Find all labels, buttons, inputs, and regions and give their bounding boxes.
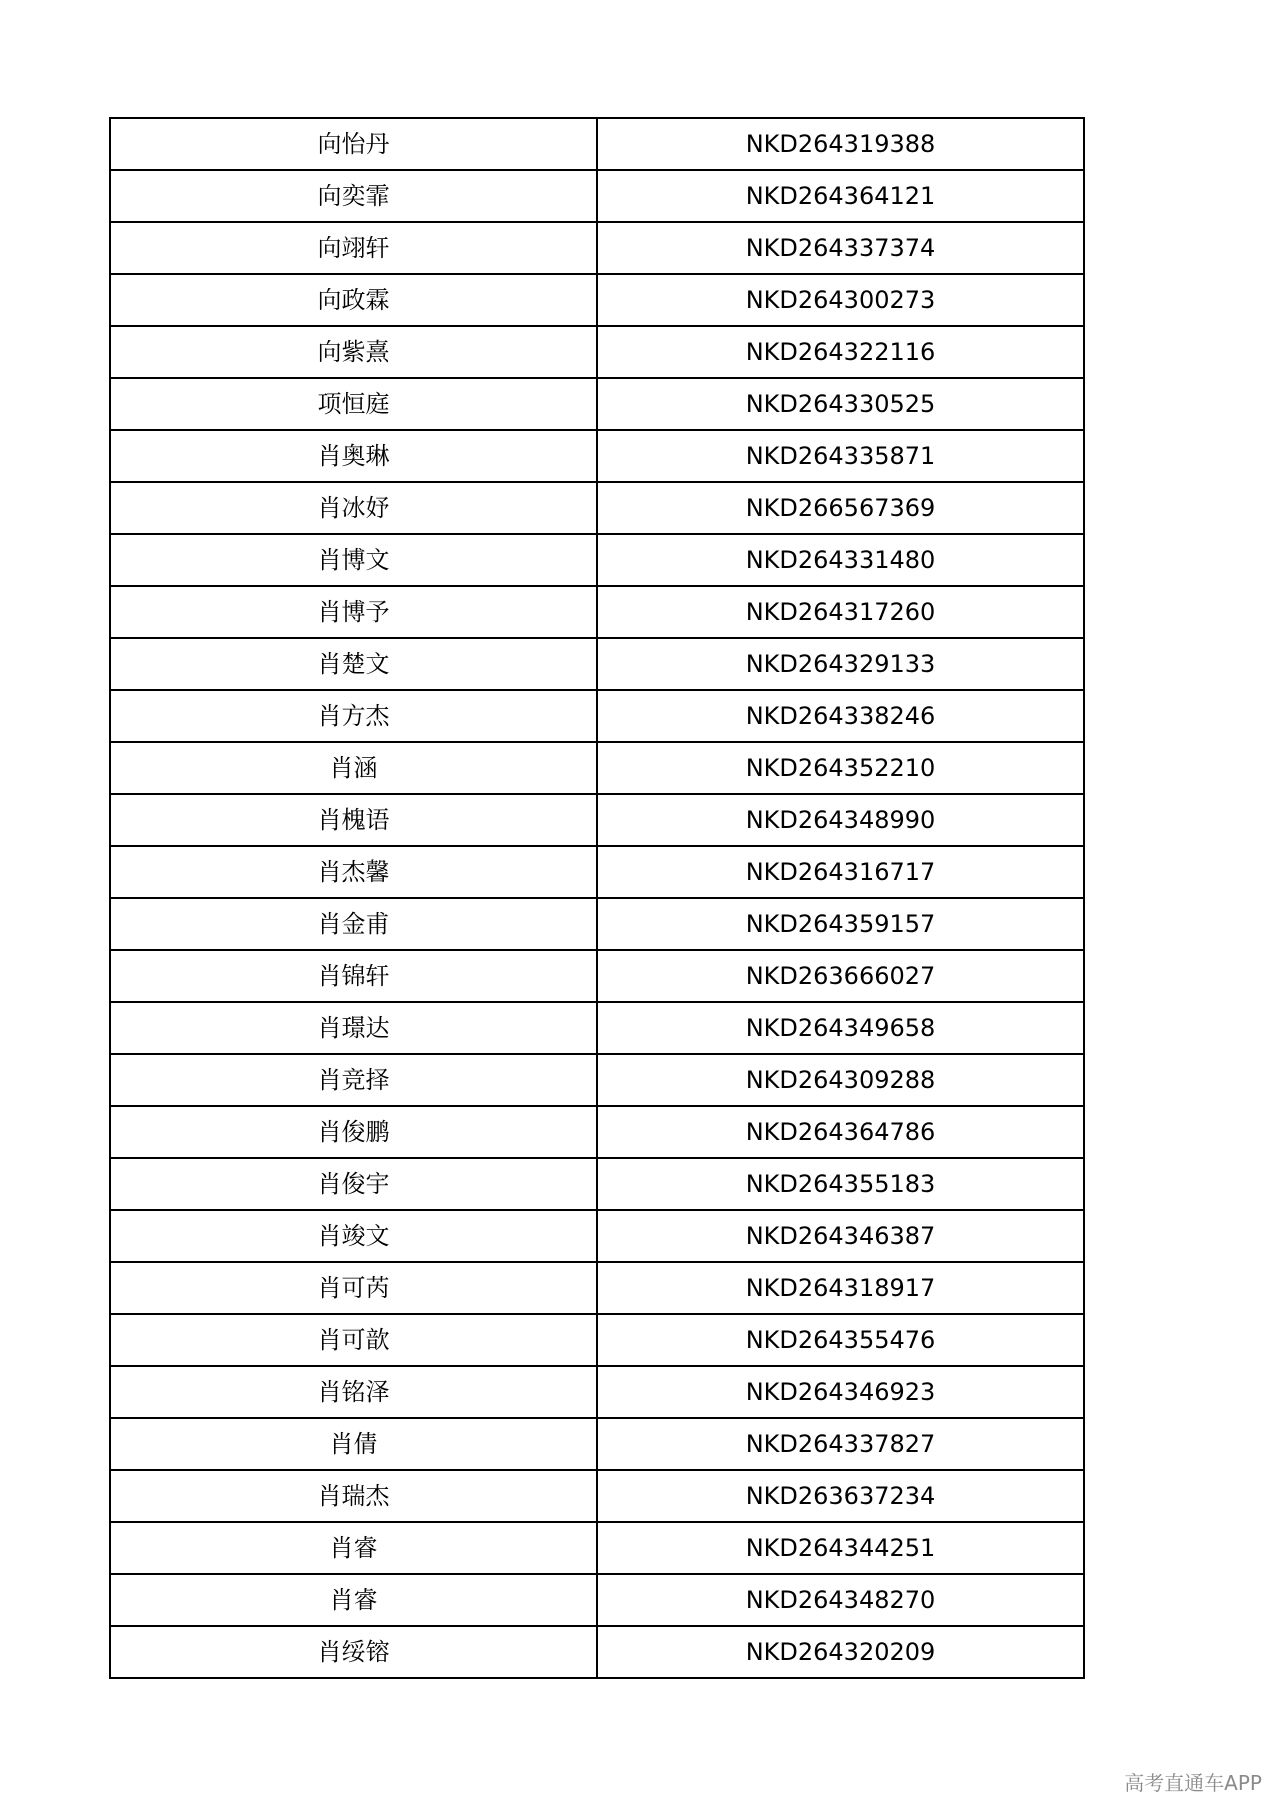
id-cell: NKD264364786	[597, 1106, 1084, 1158]
watermark-text: 高考直通车APP	[1124, 1771, 1262, 1795]
id-cell: NKD264355183	[597, 1158, 1084, 1210]
name-cell: 肖可歆	[110, 1314, 597, 1366]
id-cell: NKD264335871	[597, 430, 1084, 482]
id-cell: NKD264349658	[597, 1002, 1084, 1054]
table-row	[110, 690, 1084, 742]
table-row	[110, 1418, 1084, 1470]
id-cell: NKD264300273	[597, 274, 1084, 326]
table-row	[110, 586, 1084, 638]
id-cell: NKD264346923	[597, 1366, 1084, 1418]
roster-table-body	[110, 118, 1084, 1678]
id-cell: NKD264317260	[597, 586, 1084, 638]
name-cell: 肖睿	[110, 1574, 597, 1626]
table-row	[110, 1314, 1084, 1366]
id-cell: NKD264337827	[597, 1418, 1084, 1470]
table-row	[110, 846, 1084, 898]
name-cell: 肖涵	[110, 742, 597, 794]
id-cell: NKD264352210	[597, 742, 1084, 794]
table-row	[110, 118, 1084, 170]
table-row	[110, 1470, 1084, 1522]
name-cell: 肖博文	[110, 534, 597, 586]
table-row	[110, 534, 1084, 586]
name-cell: 肖俊宇	[110, 1158, 597, 1210]
id-cell: NKD264348270	[597, 1574, 1084, 1626]
id-cell: NKD264320209	[597, 1626, 1084, 1678]
id-cell: NKD264364121	[597, 170, 1084, 222]
name-cell: 肖璟达	[110, 1002, 597, 1054]
table-row	[110, 794, 1084, 846]
table-row	[110, 222, 1084, 274]
table-row	[110, 430, 1084, 482]
id-cell: NKD264331480	[597, 534, 1084, 586]
name-cell: 肖冰妤	[110, 482, 597, 534]
table-row	[110, 170, 1084, 222]
table-row	[110, 1210, 1084, 1262]
table-row	[110, 326, 1084, 378]
id-cell: NKD264355476	[597, 1314, 1084, 1366]
name-cell: 肖倩	[110, 1418, 597, 1470]
table-row	[110, 482, 1084, 534]
table-row	[110, 1262, 1084, 1314]
id-cell: NKD264346387	[597, 1210, 1084, 1262]
name-cell: 肖竞择	[110, 1054, 597, 1106]
table-row	[110, 1366, 1084, 1418]
id-cell: NKD264318917	[597, 1262, 1084, 1314]
id-cell: NKD264338246	[597, 690, 1084, 742]
id-cell: NKD264344251	[597, 1522, 1084, 1574]
table-row	[110, 898, 1084, 950]
name-cell: 肖瑞杰	[110, 1470, 597, 1522]
name-cell: 肖金甫	[110, 898, 597, 950]
name-cell: 肖睿	[110, 1522, 597, 1574]
name-cell: 项恒庭	[110, 378, 597, 430]
name-cell: 向紫熹	[110, 326, 597, 378]
name-cell: 肖楚文	[110, 638, 597, 690]
name-cell: 向政霖	[110, 274, 597, 326]
table-row	[110, 1574, 1084, 1626]
name-cell: 向奕霏	[110, 170, 597, 222]
name-cell: 肖槐语	[110, 794, 597, 846]
id-cell: NKD264359157	[597, 898, 1084, 950]
id-cell: NKD264329133	[597, 638, 1084, 690]
id-cell: NKD264309288	[597, 1054, 1084, 1106]
id-cell: NKD264319388	[597, 118, 1084, 170]
id-cell: NKD264322116	[597, 326, 1084, 378]
name-cell: 肖竣文	[110, 1210, 597, 1262]
name-cell: 肖俊鹏	[110, 1106, 597, 1158]
table-row	[110, 1158, 1084, 1210]
id-cell: NKD264337374	[597, 222, 1084, 274]
name-cell: 肖奥琳	[110, 430, 597, 482]
id-cell: NKD264316717	[597, 846, 1084, 898]
name-cell: 肖方杰	[110, 690, 597, 742]
table-row	[110, 1106, 1084, 1158]
id-cell: NKD263666027	[597, 950, 1084, 1002]
table-row	[110, 1522, 1084, 1574]
name-cell: 向翊轩	[110, 222, 597, 274]
id-cell: NKD264330525	[597, 378, 1084, 430]
name-cell: 肖铭泽	[110, 1366, 597, 1418]
table-row	[110, 742, 1084, 794]
table-row	[110, 1002, 1084, 1054]
table-row	[110, 1054, 1084, 1106]
table-row	[110, 378, 1084, 430]
id-cell: NKD266567369	[597, 482, 1084, 534]
name-cell: 肖杰馨	[110, 846, 597, 898]
table-row	[110, 950, 1084, 1002]
name-cell: 肖锦轩	[110, 950, 597, 1002]
roster-table	[109, 117, 1085, 1679]
table-row	[110, 638, 1084, 690]
id-cell: NKD264348990	[597, 794, 1084, 846]
name-cell: 肖绥镕	[110, 1626, 597, 1678]
name-cell: 肖博予	[110, 586, 597, 638]
name-cell: 向怡丹	[110, 118, 597, 170]
table-row	[110, 1626, 1084, 1678]
id-cell: NKD263637234	[597, 1470, 1084, 1522]
table-row	[110, 274, 1084, 326]
name-cell: 肖可芮	[110, 1262, 597, 1314]
